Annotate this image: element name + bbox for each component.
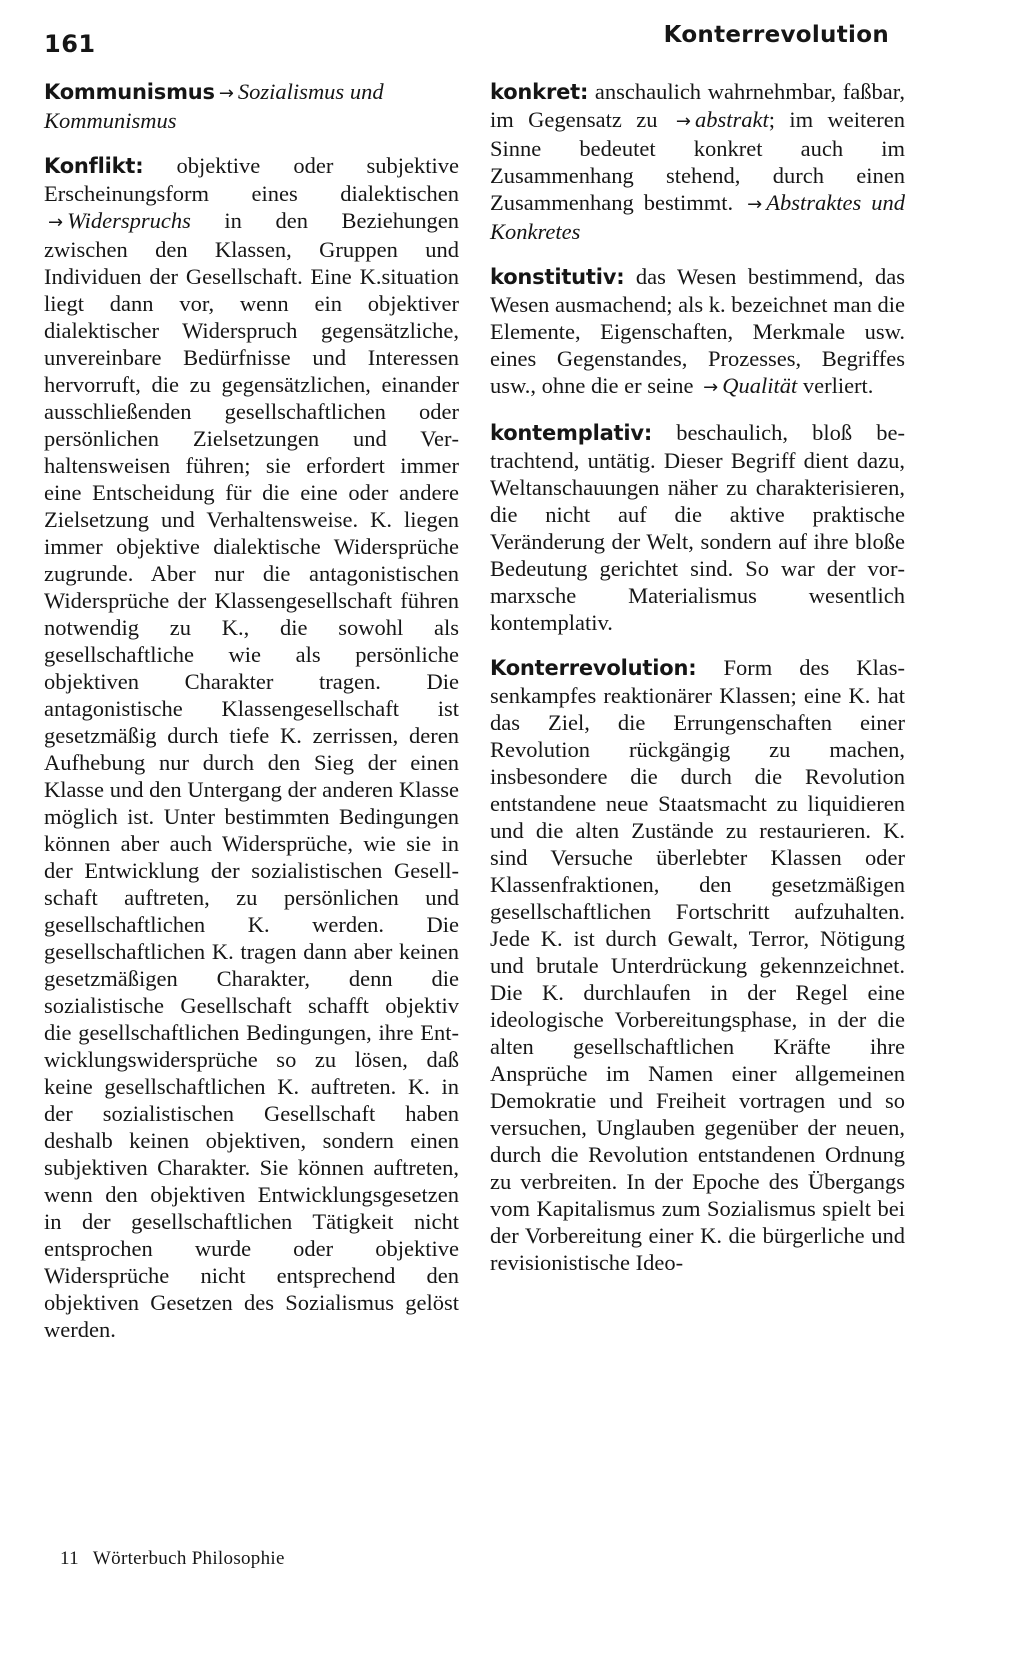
cross-reference-link[interactable]: Sozialismus und Kommunismus xyxy=(44,79,384,133)
cross-reference-arrow-icon: → xyxy=(218,83,234,104)
term-kontemplativ: kontemplativ: xyxy=(490,421,653,445)
cross-reference-arrow-icon: → xyxy=(48,212,64,233)
left-column xyxy=(44,78,459,1361)
cross-reference-link[interactable]: Qualität xyxy=(722,373,798,398)
entry-konflikt xyxy=(44,152,459,1343)
cross-reference-arrow-icon: → xyxy=(675,111,691,132)
term-kommunismus: Kommunismus xyxy=(44,80,215,104)
entry-kommunismus xyxy=(44,78,459,134)
definition-text: das Wesen bestimmend, das Wesen ausmachend; als k. bezeichnet man die Elemente, Eigenschaften, Merkmale usw. eines Gegenstandes, Prozesses, Begriffes usw., ohne die er seine xyxy=(490,264,905,398)
entry-konstitutiv xyxy=(490,263,905,401)
definition-text: beschaulich, bloß betrachtend, untätig. Dieser Begriff dient dazu, Weltanschauungen näher zu charakterisieren, die nicht auf die aktive praktische Veränderung der Welt, sondern auf ihre bloße Bedeutung gerichtet sind. So war der vormarxsche Materialismus wesentlich kontemplativ. xyxy=(490,420,905,635)
term-konstitutiv: konstitutiv: xyxy=(490,265,625,289)
definition-text: anschaulich wahrnehmbar, faßbar, im Gegensatz zu xyxy=(490,79,905,132)
term-konflikt: Konflikt: xyxy=(44,154,144,178)
page-footer xyxy=(60,1548,285,1570)
definition-text: verliert. xyxy=(797,373,874,398)
right-column xyxy=(490,78,905,1294)
cross-reference-arrow-icon: → xyxy=(703,377,719,398)
cross-reference-link[interactable]: Abstraktes und Konkretes xyxy=(490,190,905,244)
definition-text: Form des Klassenkampfes reaktionärer Klassen; eine K. hat das Ziel, die Errungenschaften einer Revolution rückgängig zu machen, insbesondere die durch die Revolution entstandene neue Staatsmacht zu liquidieren und die alten Zustände zu restaurieren. K. sind Versuche überlebter Klassen oder Klassenfraktionen, den gesetzmäßigen gesellschaftlichen Fortschritt aufzuhalten. Jede K. ist durch Gewalt, Terror, Nötigung und brutale Unterdrückung gekennzeichnet. Die K. durchlaufen in der Regel eine ideologische Vorbereitungsphase, in der die alten gesellschaftlichen Kräfte ihre Ansprüche im Namen einer allgemeinen Demokratie und Freiheit vortragen und so versuchen, Unglauben gegenüber der neuen, durch die Revolution entstandenen Ordnung zu verbreiten. In der Epoche des Übergangs vom Kapitalismus zum Sozialismus spielt bei der Vorbereitung einer K. die bürgerliche und revisionistische Ideo- xyxy=(490,655,905,1275)
entry-konterrevolution xyxy=(490,654,905,1276)
printer-signature: 11 xyxy=(60,1548,79,1569)
cross-reference-link[interactable]: Widerspruchs xyxy=(67,208,191,233)
entry-kontemplativ xyxy=(490,419,905,636)
running-head: Konterrevolution xyxy=(663,22,889,48)
cross-reference-arrow-icon: → xyxy=(747,194,763,215)
cross-reference-link[interactable]: abstrakt xyxy=(694,107,769,132)
book-title: Wörterbuch Philosophie xyxy=(92,1548,285,1569)
definition-text: objektive oder subjektive Erscheinungsform eines dialektischen xyxy=(44,153,459,206)
page-number: 161 xyxy=(44,30,96,58)
definition-text: ; im weiteren Sinne bedeutet konkret auch im Zusammenhang stehend, durch einen Zusammenhang bestimmt. xyxy=(490,107,905,215)
entry-konkret xyxy=(490,78,905,245)
term-konterrevolution: Konterrevolution: xyxy=(490,656,697,680)
definition-text: in den Beziehungen zwischen den Klassen, Gruppen und Individuen der Gesellschaft. Eine K.situation liegt dann vor, wenn ein objektiver dialektischer Widerspruch gegensätzliche, unvereinbare Bedürfnisse und Interessen hervorruft, die zu gegensätzlichen, einander ausschließenden gesellschaftlichen oder persönlichen Zielsetzungen und Verhaltensweisen führen; sie erfordert immer eine Entscheidung für die eine oder andere Zielsetzung und Verhaltensweise. K. liegen immer objektive dialektische Widersprüche zugrunde. Aber nur die antagonistischen Widersprüche der Klassengesellschaft führen notwendig zu K., die sowohl als gesellschaftliche wie als persönliche objektiven Charakter tragen. Die antagonistische Klassengesellschaft ist gesetzmäßig durch tiefe K. zerrissen, deren Aufhebung nur durch den Sieg der einen Klasse und den Untergang der anderen Klasse möglich ist. Unter bestimmten Bedingungen können aber auch Widersprüche, wie sie in der Entwicklung der sozialistischen Gesellschaft auftreten, zu persönlichen und gesellschaftlichen K. werden. Die gesellschaftlichen K. tragen dann aber keinen gesetzmäßigen Charakter, denn die sozialistische Gesellschaft schafft objektiv die gesellschaftlichen Bedingungen, ihre Entwicklungswidersprüche so zu lösen, daß keine gesellschaftlichen K. auftreten. K. in der sozialistischen Gesellschaft haben deshalb keinen objektiven, sondern einen subjektiven Charakter. Sie können auftreten, wenn den objektiven Entwicklungsgesetzen in der gesellschaftlichen Tätigkeit nicht entsprochen wurde oder objektive Widersprüche nicht entsprechend den objektiven Gesetzen des Sozialismus gelöst werden. xyxy=(44,208,459,1342)
term-konkret: konkret: xyxy=(490,80,589,104)
